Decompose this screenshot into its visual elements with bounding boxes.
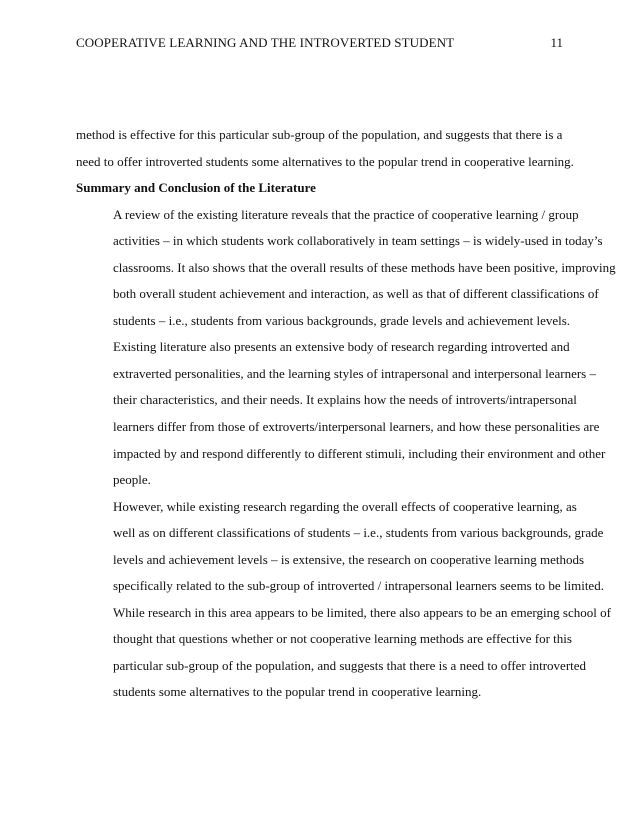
continuation-paragraph (76, 122, 574, 175)
paragraph-conclusion (76, 494, 611, 706)
body-text (76, 122, 616, 706)
text-line: well as on different classifications of students – i.e., students from various backgrounds, grade (113, 525, 604, 541)
page-number: 11 (550, 35, 563, 50)
section-heading (76, 175, 566, 202)
text-line: people. (113, 472, 151, 488)
text-line: students – i.e., students from various backgrounds, grade levels and achievement levels. (113, 312, 571, 328)
section-heading-text: Summary and Conclusion of the Literature (76, 180, 316, 196)
text-line: both overall student achievement and interaction, as well as that of different classifications of (113, 286, 599, 302)
running-head: COOPERATIVE LEARNING AND THE INTROVERTED STUDENT (76, 35, 455, 50)
text-line: students some alternatives to the popular trend in cooperative learning. (113, 684, 482, 700)
text-line: extraverted personalities, and the learning styles of intrapersonal and interpersonal learners – (113, 365, 596, 381)
paragraph-summary-cooperative-learning (76, 202, 616, 335)
text-line: impacted by and respond differently to different stimuli, including their environment and other (113, 445, 606, 461)
text-line: learners differ from those of extroverts/interpersonal learners, and how these personalities are (113, 419, 600, 435)
text-line: levels and achievement levels – is extensive, the research on cooperative learning methods (113, 551, 585, 567)
text-line: activities – in which students work collaboratively in team settings – is widely-used in today’s (113, 233, 603, 249)
text-line: A review of the existing literature reveals that the practice of cooperative learning / group (113, 206, 579, 222)
text-line: method is effective for this particular sub-group of the population, and suggests that there is a (76, 127, 563, 142)
text-line: their characteristics, and their needs. It explains how the needs of introverts/intrapersonal (113, 392, 577, 408)
text-line: Existing literature also presents an extensive body of research regarding introverted and (113, 339, 570, 355)
text-line: thought that questions whether or not cooperative learning methods are effective for this (113, 631, 572, 647)
paragraph-introverted-extraverted (76, 334, 606, 493)
text-line: need to offer introverted students some alternatives to the popular trend in cooperative learning. (76, 153, 574, 169)
text-line: particular sub-group of the population, and suggests that there is a need to offer introverted (113, 657, 587, 673)
text-line: specifically related to the sub-group of introverted / intrapersonal learners seems to be limited. (113, 578, 604, 594)
text-line: While research in this area appears to be limited, there also appears to be an emerging school of (113, 604, 611, 620)
text-line: However, while existing research regarding the overall effects of cooperative learning, as (113, 498, 577, 514)
text-line: classrooms. It also shows that the overall results of these methods have been positive, improving (113, 259, 616, 275)
